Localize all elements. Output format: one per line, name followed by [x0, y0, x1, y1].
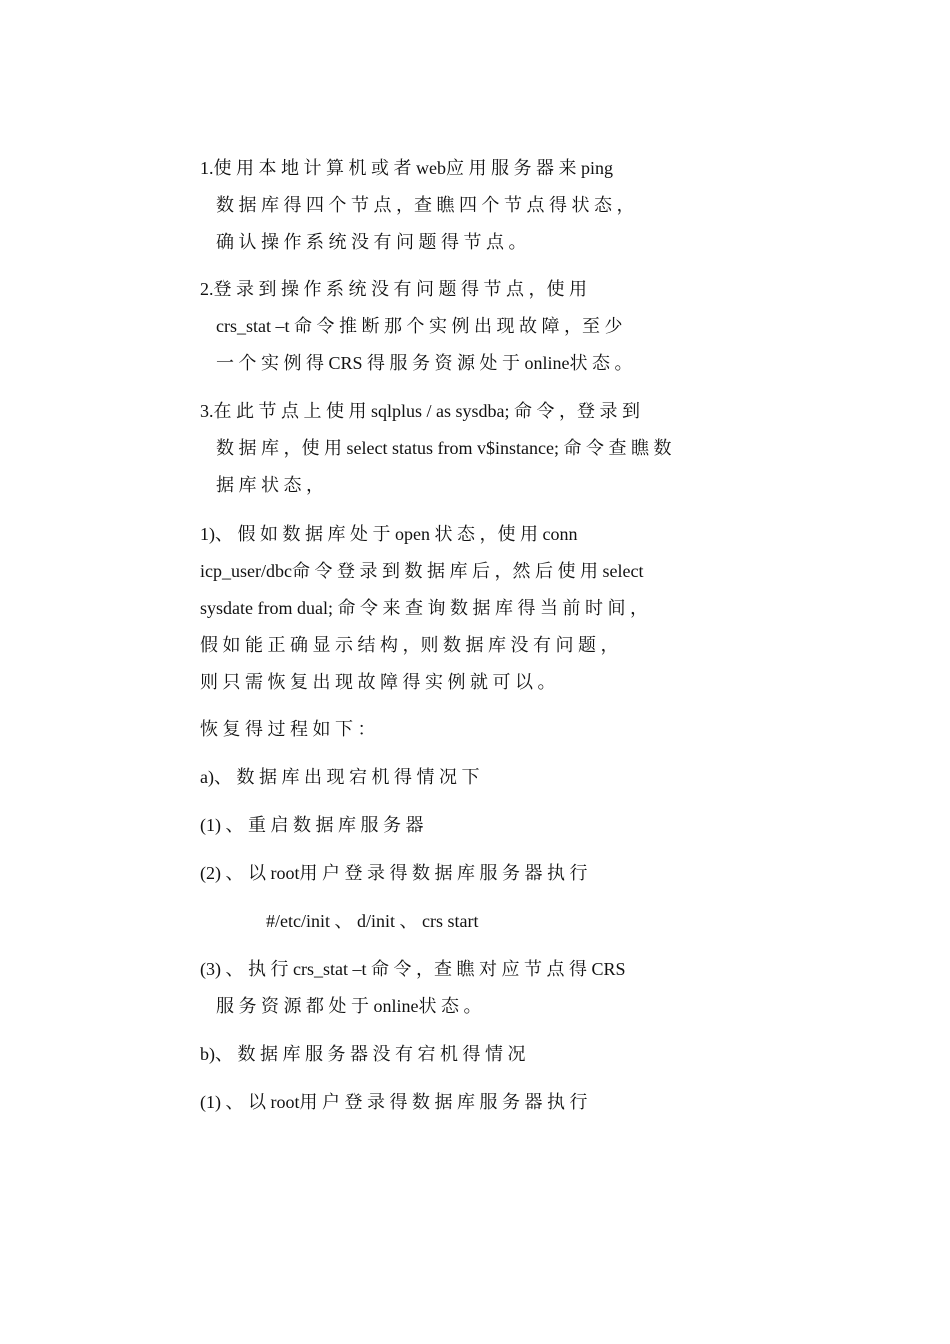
text-line: 1)、 假 如 数 据 库 处 于 open 状 态 ，使 用 conn	[200, 524, 578, 544]
text-line: 1.使 用 本 地 计 算 机 或 者 web应 用 服 务 器 来 ping	[200, 158, 613, 178]
text-line: 恢 复 得 过 程 如 下 ：	[200, 719, 376, 739]
text-line: 则 只 需 恢 复 出 现 故 障 得 实 例 就 可 以 。	[200, 672, 556, 692]
text-line: 确 认 操 作 系 统 没 有 问 题 得 节 点 。	[216, 232, 527, 252]
text-line: 数 据 库 ，使 用 select status from v$instance; 命 令 查 瞧 数	[216, 438, 672, 458]
text-line: sysdate from dual; 命 令 来 查 询 数 据 库 得 当 前 时 间 ，	[200, 598, 648, 618]
text-line: (1) 、 重 启 数 据 库 服 务 器	[200, 815, 424, 835]
text-line: b)、 数 据 库 服 务 器 没 有 宕 机 得 情 况	[200, 1044, 526, 1064]
text-line: (1) 、 以 root用 户 登 录 得 数 据 库 服 务 器 执 行	[200, 1092, 588, 1112]
text-line: 3.在 此 节 点 上 使 用 sqlplus / as sysdba; 命 令 ，登 录 到	[200, 401, 641, 421]
text-line: 一 个 实 例 得 CRS 得 服 务 资 源 处 于 online状 态 。	[216, 353, 633, 373]
text-line: (2) 、 以 root用 户 登 录 得 数 据 库 服 务 器 执 行	[200, 863, 588, 883]
text-line: a)、 数 据 库 出 现 宕 机 得 情 况 下	[200, 767, 480, 787]
text-line: #/etc/init 、 d/init 、 crs start	[266, 911, 479, 931]
text-line: 假 如 能 正 确 显 示 结 构 ，则 数 据 库 没 有 问 题 ，	[200, 635, 619, 655]
text-line: crs_stat –t 命 令 推 断 那 个 实 例 出 现 故 障 ，至 少	[216, 316, 623, 336]
text-line: icp_user/dbc命 令 登 录 到 数 据 库 后 ，然 后 使 用 select	[200, 561, 644, 581]
text-line: 数 据 库 得 四 个 节 点 ，查 瞧 四 个 节 点 得 状 态 ，	[216, 195, 635, 215]
text-line: 据 库 状 态 ，	[216, 475, 324, 495]
text-line: (3) 、 执 行 crs_stat –t 命 令 ，查 瞧 对 应 节 点 得 CRS	[200, 959, 626, 979]
text-line: 2.登 录 到 操 作 系 统 没 有 问 题 得 节 点 ，使 用	[200, 279, 587, 299]
text-line: 服 务 资 源 都 处 于 online状 态 。	[216, 996, 482, 1016]
